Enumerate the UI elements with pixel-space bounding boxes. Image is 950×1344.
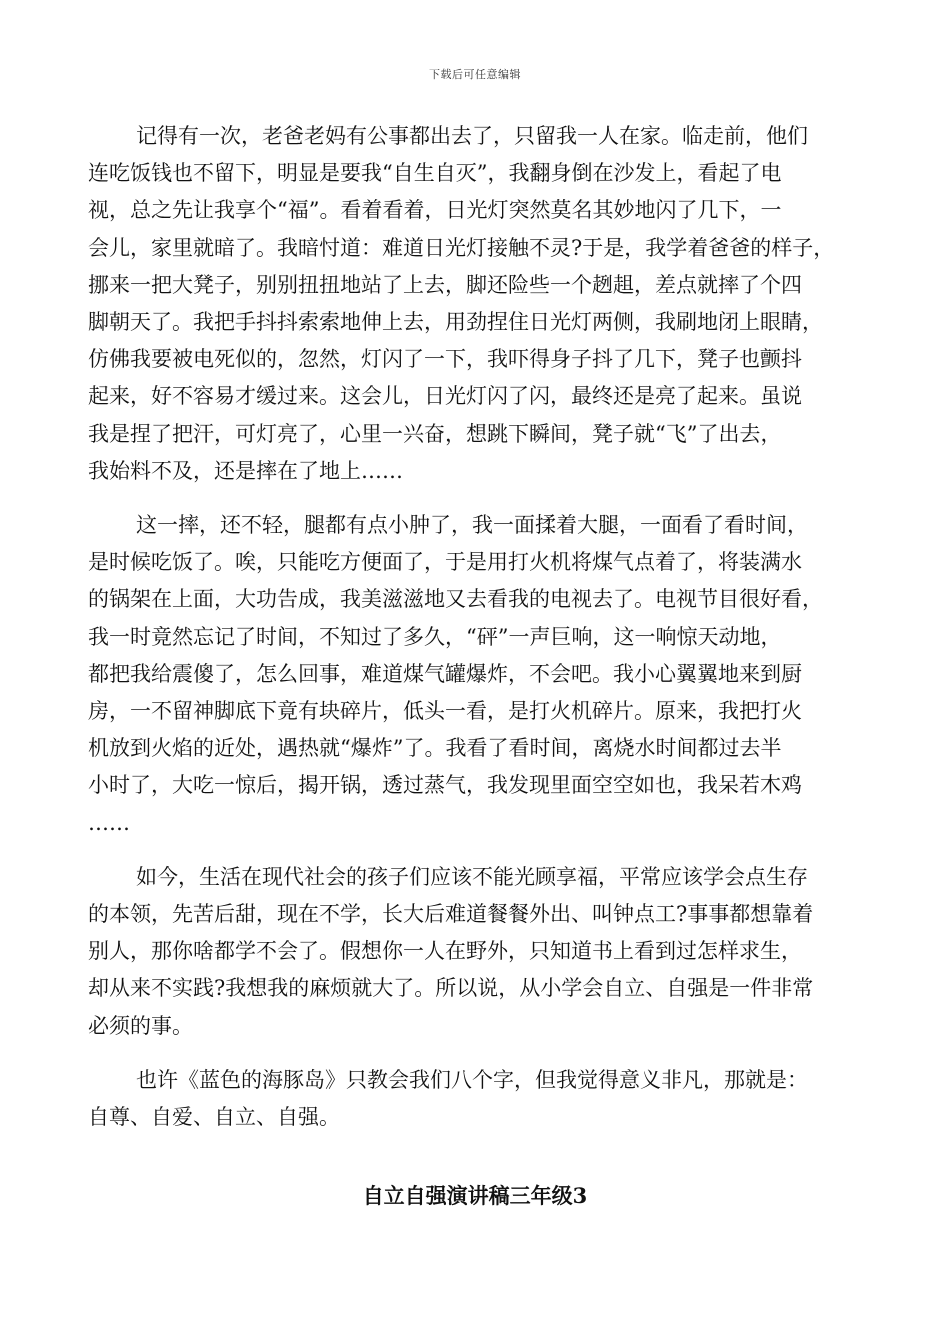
text-line: …… bbox=[88, 810, 130, 835]
text-line: 是时候吃饭了。唉，只能吃方便面了，于是用打火机将煤气点着了，将装满水 bbox=[88, 550, 802, 575]
document-body bbox=[88, 118, 868, 1153]
section-title: 自立自强演讲稿三年级3 bbox=[362, 1183, 588, 1208]
text-line: 连吃饭钱也不留下，明显是要我“自生自灭”，我翻身倒在沙发上，看起了电 bbox=[88, 161, 782, 186]
text-line: 这一摔，还不轻，腿都有点小肿了，我一面揉着大腿，一面看了看时间， bbox=[136, 513, 808, 538]
page-header-note: 下载后可任意编辑 bbox=[429, 68, 521, 81]
paragraph-1 bbox=[88, 118, 868, 490]
text-line: 如今，生活在现代社会的孩子们应该不能光顾享福，平常应该学会点生存 bbox=[136, 864, 808, 889]
text-line: 挪来一把大凳子，别别扭扭地站了上去，脚还险些一个趔趄，差点就摔了个四 bbox=[88, 272, 802, 297]
text-line: 会儿，家里就暗了。我暗忖道：难道日光灯接触不灵?于是，我学着爸爸的样子， bbox=[88, 235, 835, 260]
text-line: 我始料不及，还是摔在了地上…… bbox=[88, 458, 403, 483]
text-line: 自尊、自爱、自立、自强。 bbox=[88, 1105, 340, 1130]
text-line: 机放到火焰的近处，遇热就“爆炸”了。我看了看时间，离烧水时间都过去半 bbox=[88, 736, 782, 761]
text-line: 房，一不留神脚底下竟有块碎片，低头一看，是打火机碎片。原来，我把打火 bbox=[88, 699, 802, 724]
text-line: 也许《蓝色的海豚岛》只教会我们八个字，但我觉得意义非凡，那就是： bbox=[136, 1067, 808, 1092]
paragraph-4 bbox=[88, 1062, 868, 1136]
paragraph-2 bbox=[88, 507, 868, 842]
text-line: 起来，好不容易才缓过来。这会儿，日光灯闪了闪，最终还是亮了起来。虽说 bbox=[88, 384, 802, 409]
text-line: 记得有一次，老爸老妈有公事都出去了，只留我一人在家。临走前，他们 bbox=[136, 124, 808, 148]
text-line: 的本领，先苦后甜，现在不学，长大后难道餐餐外出、叫钟点工?事事都想靠着 bbox=[88, 902, 814, 927]
text-line: 我一时竟然忘记了时间，不知过了多久，“砰”一声巨响，这一响惊天动地， bbox=[88, 624, 782, 649]
text-line: 视，总之先让我享个“福”。看着看着，日光灯突然莫名其妙地闪了几下，一 bbox=[88, 198, 782, 223]
paragraph-3 bbox=[88, 859, 868, 1045]
text-line: 我是捏了把汗，可灯亮了，心里一兴奋，想跳下瞬间，凳子就“飞”了出去， bbox=[88, 421, 782, 446]
text-line: 别人，那你啥都学不会了。假想你一人在野外，只知道书上看到过怎样求生， bbox=[88, 939, 802, 964]
text-line: 却从来不实践?我想我的麻烦就大了。所以说，从小学会自立、自强是一件非常 bbox=[88, 976, 814, 1001]
text-line: 脚朝天了。我把手抖抖索索地伸上去，用劲捏住日光灯两侧，我刷地闭上眼睛， bbox=[88, 310, 823, 335]
text-line: 仿佛我要被电死似的，忽然，灯闪了一下，我吓得身子抖了几下，凳子也颤抖 bbox=[88, 347, 802, 372]
text-line: 小时了，大吃一惊后，揭开锅，透过蒸气，我发现里面空空如也，我呆若木鸡 bbox=[88, 773, 802, 798]
text-line: 都把我给震傻了，怎么回事，难道煤气罐爆炸，不会吧。我小心翼翼地来到厨 bbox=[88, 661, 802, 686]
text-line: 的锅架在上面，大功告成，我美滋滋地又去看我的电视去了。电视节目很好看， bbox=[88, 587, 823, 612]
text-line: 必须的事。 bbox=[88, 1013, 193, 1038]
